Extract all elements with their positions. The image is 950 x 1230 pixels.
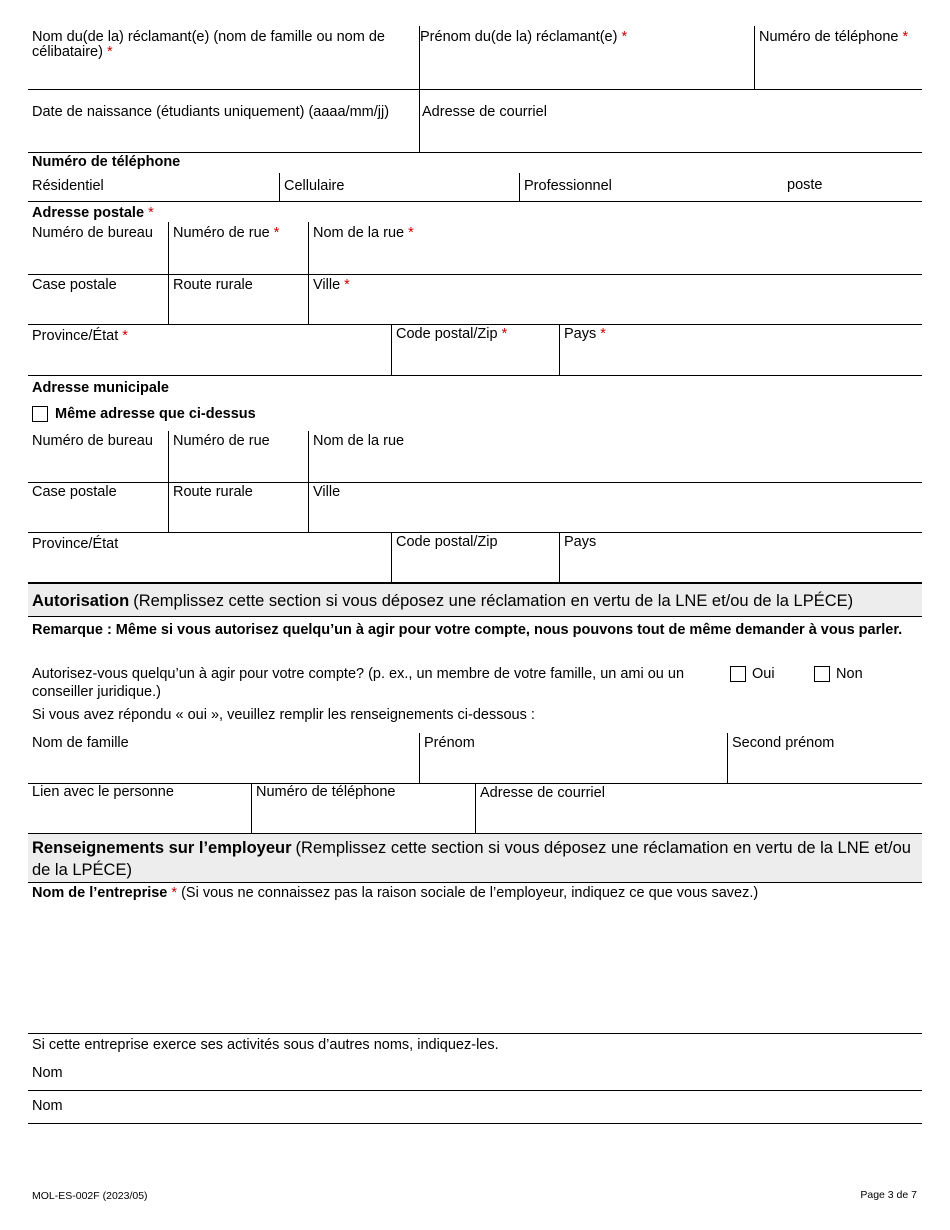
extension-field[interactable] (779, 173, 922, 201)
rep-email-field[interactable] (475, 784, 922, 833)
mailing-street-name-field[interactable] (308, 222, 922, 274)
other-names-instruction: Si cette entreprise exerce ses activités sous d’autres noms, indiquez-les. (32, 1037, 499, 1053)
required-mark: * (902, 29, 909, 45)
required-mark: * (106, 44, 113, 60)
professional-label: Professionnel (524, 178, 612, 194)
required-mark: * (600, 326, 606, 342)
employer-subtitle: (Remplissez cette section si vous déposez une réclamation en vertu de la LNE et/ou de la LPÉCE) (32, 839, 911, 879)
same-address-option[interactable] (32, 406, 256, 422)
mailing-postal-code-label: Code postal/Zip (396, 326, 498, 342)
rep-middle-name-field[interactable] (727, 733, 922, 783)
rep-phone-field[interactable] (251, 784, 475, 833)
authorization-instruction: Si vous avez répondu « oui », veuillez remplir les renseignements ci-dessous : (32, 707, 535, 723)
claimant-first-name-field[interactable] (419, 26, 754, 89)
required-mark: * (408, 225, 414, 241)
employer-title: Renseignements sur l’employeur (32, 839, 292, 857)
required-mark: * (148, 205, 154, 221)
authorization-subtitle: (Remplissez cette section si vous déposez une réclamation en vertu de la LNE et/ou de la LPÉCE) (133, 592, 854, 610)
municipal-city-field[interactable] (308, 483, 922, 532)
email-label: Adresse de courriel (422, 104, 547, 120)
phones-row (28, 173, 922, 202)
authorization-no-option[interactable] (814, 666, 863, 682)
phones-heading: Numéro de téléphone (32, 154, 181, 170)
mailing-street-number-field[interactable] (168, 222, 308, 274)
company-name-hint: (Si vous ne connaissez pas la raison sociale de l’employeur, indiquez ce que vous savez.) (181, 885, 759, 901)
other-name-label-2: Nom (32, 1098, 63, 1114)
extension-label: poste (787, 177, 823, 193)
residential-phone-field[interactable] (28, 173, 279, 201)
mailing-street-name-label: Nom de la rue (313, 225, 405, 241)
authorization-note: Remarque : Même si vous autorisez quelqu’un à agir pour votre compte, nous pouvons tout de même demander à vous parler. (32, 622, 903, 638)
claimant-last-name-label: Nom du(de la) réclamant(e) (nom de famille ou nom de célibataire) (32, 29, 385, 60)
authorization-yes-label: Oui (752, 666, 775, 683)
mailing-box-row (28, 275, 922, 325)
authorization-question: Autorisez-vous quelqu’un à agir pour votre compte? (p. ex., un membre de votre famille, un ami ou un conseiller juridique.) (32, 666, 685, 700)
municipal-street-row (28, 431, 922, 483)
municipal-suite-field[interactable] (28, 431, 168, 482)
municipal-province-field[interactable] (28, 533, 391, 582)
mailing-country-label: Pays (564, 326, 597, 342)
required-mark: * (621, 29, 628, 45)
mailing-country-field[interactable] (559, 325, 922, 375)
company-name-label: Nom de l’entreprise (32, 885, 168, 901)
required-mark: * (501, 326, 508, 342)
municipal-po-box-field[interactable] (28, 483, 168, 532)
representative-name-row (28, 733, 922, 784)
mailing-rural-route-label: Route rurale (173, 277, 253, 293)
municipal-rural-route-label: Route rurale (173, 484, 253, 500)
same-address-checkbox[interactable] (32, 406, 48, 422)
form-code: MOL-ES-002F (2023/05) (32, 1190, 148, 1202)
mailing-street-number-label: Numéro de rue (173, 225, 270, 241)
cellular-label: Cellulaire (284, 178, 345, 194)
rep-last-name-field[interactable] (28, 733, 419, 783)
mailing-street-row (28, 222, 922, 275)
municipal-box-row (28, 483, 922, 533)
dob-label: Date de naissance (étudiants uniquement) (aaaa/mm/jj) (32, 104, 390, 120)
authorization-no-checkbox[interactable] (814, 666, 830, 682)
mailing-province-row (28, 325, 922, 376)
claimant-last-name-field[interactable] (28, 26, 419, 89)
rep-relationship-field[interactable] (28, 784, 251, 833)
email-field[interactable] (419, 90, 922, 152)
claimant-phone-label: Numéro de téléphone (759, 29, 899, 45)
other-name-label-1: Nom (32, 1065, 63, 1081)
municipal-province-row (28, 533, 922, 583)
employer-section-header (28, 833, 922, 883)
authorization-title: Autorisation (32, 592, 130, 610)
mailing-po-box-label: Case postale (32, 277, 117, 293)
rep-middle-name-label: Second prénom (732, 735, 835, 751)
representative-contact-row (28, 784, 922, 834)
rep-first-name-field[interactable] (419, 733, 727, 783)
dob-field[interactable] (28, 90, 419, 152)
required-mark: * (273, 225, 280, 241)
mailing-city-label: Ville (313, 277, 341, 293)
municipal-address-heading: Adresse municipale (32, 380, 169, 396)
authorization-yes-checkbox[interactable] (730, 666, 746, 682)
authorization-section-header (28, 582, 922, 617)
claimant-phone-field[interactable] (754, 26, 922, 89)
claimant-first-name-label: Prénom du(de la) réclamant(e) (420, 29, 618, 45)
mailing-postal-code-field[interactable] (391, 325, 559, 375)
authorization-no-label: Non (836, 666, 863, 683)
rep-phone-label: Numéro de téléphone (256, 784, 396, 800)
mailing-suite-field[interactable] (28, 222, 168, 274)
page-number: Page 3 de 7 (860, 1189, 917, 1201)
rep-email-label: Adresse de courriel (480, 785, 605, 801)
company-name-field[interactable] (28, 883, 922, 1034)
mailing-city-field[interactable] (308, 275, 922, 324)
municipal-country-label: Pays (564, 534, 597, 550)
other-name-field-1[interactable] (28, 1058, 922, 1091)
other-name-field-2[interactable] (28, 1091, 922, 1124)
mailing-suite-label: Numéro de bureau (32, 225, 153, 241)
required-mark: * (344, 277, 350, 293)
municipal-rural-route-field[interactable] (168, 483, 308, 532)
dob-email-row (28, 90, 922, 153)
mailing-rural-route-field[interactable] (168, 275, 308, 324)
rep-last-name-label: Nom de famille (32, 735, 129, 751)
mailing-address-heading: Adresse postale (32, 205, 145, 221)
municipal-po-box-label: Case postale (32, 484, 117, 500)
municipal-suite-label: Numéro de bureau (32, 433, 153, 449)
municipal-province-label: Province/État (32, 536, 119, 552)
mailing-address-heading-wrap (32, 205, 154, 221)
municipal-street-number-field[interactable] (168, 431, 308, 482)
municipal-postal-code-field[interactable] (391, 533, 559, 582)
authorization-yes-option[interactable] (730, 666, 775, 682)
same-address-label: Même adresse que ci-dessus (55, 406, 256, 423)
mailing-province-label: Province/État (32, 328, 119, 344)
required-mark: * (122, 328, 128, 344)
residential-label: Résidentiel (32, 178, 104, 194)
municipal-street-number-label: Numéro de rue (173, 433, 270, 449)
rep-first-name-label: Prénom (424, 735, 475, 751)
mailing-po-box-field[interactable] (28, 275, 168, 324)
professional-phone-field[interactable] (519, 173, 779, 201)
mailing-province-field[interactable] (28, 325, 391, 375)
municipal-street-name-label: Nom de la rue (313, 433, 405, 449)
rep-relationship-label: Lien avec le personne (32, 784, 174, 800)
required-mark: * (171, 885, 178, 901)
cellular-phone-field[interactable] (279, 173, 519, 201)
municipal-country-field[interactable] (559, 533, 922, 582)
claimant-name-row (28, 26, 922, 90)
municipal-postal-code-label: Code postal/Zip (396, 534, 498, 550)
municipal-city-label: Ville (313, 484, 341, 500)
municipal-street-name-field[interactable] (308, 431, 922, 482)
